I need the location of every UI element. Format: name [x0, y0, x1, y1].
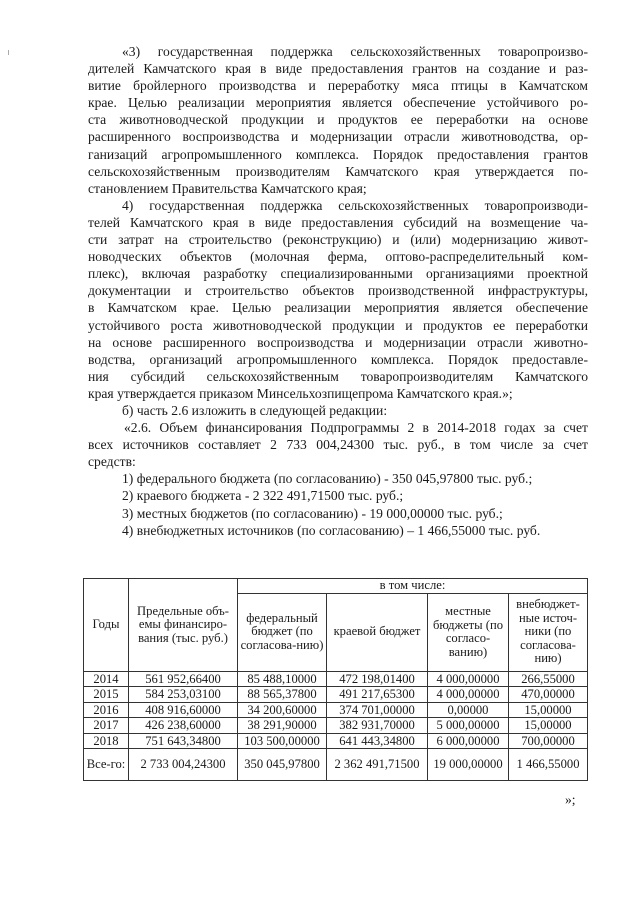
table-cell: 1 466,55000 [509, 749, 588, 781]
text-line: становлением Правительства Камчатского края; [88, 180, 367, 196]
text-line: дителей Камчатского края в виде предоставления грантов на создание и раз- [88, 61, 588, 77]
closing-quote: »; [565, 792, 576, 807]
text-line: расширенного воспроизводства и модернизации отрасли животноводства, ор- [88, 129, 588, 145]
body-text [88, 43, 588, 539]
text-line: 1) федерального бюджета (по согласованию) - 350 045,97800 тыс. руб.; [122, 471, 533, 487]
table-cell: 19 000,00000 [428, 749, 509, 781]
text-line: 2) краевого бюджета - 2 322 491,71500 тыс. руб.; [122, 488, 404, 504]
text-line: плекс), включая разработку специализированными организациями проектной [88, 266, 588, 282]
table-row [84, 702, 588, 718]
table-cell: 4 000,00000 [428, 671, 509, 687]
table-cell: 2014 [84, 671, 129, 687]
table-cell: 6 000,00000 [428, 733, 509, 749]
text-line: ния субсидий сельскохозяйственным товаропроизводителям Камчатского [88, 368, 588, 384]
text-line: сельскохозяйственным производителям Камчатского края утверждается по- [88, 163, 588, 179]
text-line: всех источников составляет 2 733 004,24300 тыс. руб., в том числе за счет [88, 437, 588, 453]
text-line: средств: [88, 454, 136, 470]
text-line: водства, организаций агропромышленного комплекса. Порядок предоставле- [88, 351, 588, 367]
header-extrabudget: внебюджет-ные источ-ники (по согласова-нию) [509, 593, 588, 671]
table-cell: 88 565,37800 [238, 687, 327, 703]
text-line: устойчивого роста животноводческой продукции и продуктов ее переработки [88, 317, 588, 333]
table-cell: 700,00000 [509, 733, 588, 749]
text-line: края утверждается приказом Минсельхозпищепрома Камчатского края.»; [88, 385, 513, 401]
table-row [84, 671, 588, 687]
table-cell: 382 931,70000 [327, 718, 428, 734]
table-cell: 0,00000 [428, 702, 509, 718]
table-cell: 561 952,66400 [129, 671, 238, 687]
table-cell: 426 238,60000 [129, 718, 238, 734]
header-total: Предельные объ-емы финансиро-вания (тыс. руб.) [129, 579, 238, 672]
table-cell: 751 643,34800 [129, 733, 238, 749]
header-federal: федеральный бюджет (по согласова-нию) [238, 593, 327, 671]
table-cell: 408 916,60000 [129, 702, 238, 718]
header-local: местные бюджеты (по согласо-ванию) [428, 593, 509, 671]
table-cell: 2 733 004,24300 [129, 749, 238, 781]
table-cell: 34 200,60000 [238, 702, 327, 718]
table-cell: 2 362 491,71500 [327, 749, 428, 781]
text-line: 4) внебюджетных источников (по согласованию) – 1 466,55000 тыс. руб. [122, 522, 541, 538]
table-cell: 2015 [84, 687, 129, 703]
table-cell: 38 291,90000 [238, 718, 327, 734]
scan-mark [8, 50, 9, 55]
table-cell: 470,00000 [509, 687, 588, 703]
text-line: б) часть 2.6 изложить в следующей редакции: [122, 402, 388, 418]
text-line: документации и строительство объектов производственной инфраструктуры, [88, 283, 588, 299]
table-cell: 350 045,97800 [238, 749, 327, 781]
table-cell: 85 488,10000 [238, 671, 327, 687]
table-cell: 2016 [84, 702, 129, 718]
text-line: 3) местных бюджетов (по согласованию) - 19 000,00000 тыс. руб.; [122, 505, 503, 521]
table-cell: 472 198,01400 [327, 671, 428, 687]
table-row [84, 749, 588, 781]
table-cell: 103 500,00000 [238, 733, 327, 749]
text-line: ганизаций агропромышленного комплекса. Порядок предоставления грантов [88, 146, 588, 162]
text-line: телей Камчатского края в виде предоставления субсидий на возмещение ча- [88, 214, 588, 230]
table-cell: 2018 [84, 733, 129, 749]
table-cell: 374 701,00000 [327, 702, 428, 718]
text-line: «2.6. Объем финансирования Подпрограммы 2 в 2014-2018 годах за счет [124, 420, 588, 436]
text-line: сти затрат на строительство (реконструкцию) и (или) модернизацию живот- [88, 232, 588, 248]
table-cell: 491 217,65300 [327, 687, 428, 703]
table-cell: 5 000,00000 [428, 718, 509, 734]
text-line: 4) государственная поддержка сельскохозяйственных товаропроизводи- [122, 197, 588, 213]
text-line: витие бройлерного производства и переработку мяса птицы в Камчатском [88, 78, 588, 94]
text-line: новодческих объектов (молочная ферма, оптово-распределительный ком- [88, 249, 588, 265]
table-cell: 15,00000 [509, 702, 588, 718]
table-cell: 584 253,03100 [129, 687, 238, 703]
table-cell: 15,00000 [509, 718, 588, 734]
text-line: «3) государственная поддержка сельскохозяйственных товаропроизво- [122, 44, 588, 59]
table-cell: 4 000,00000 [428, 687, 509, 703]
text-line: крае. Целью реализации мероприятия является обеспечение устойчивого ро- [88, 95, 588, 111]
table-row [84, 733, 588, 749]
text-line: в Камчатском крае. Целью реализации мероприятия является обеспечение [88, 300, 588, 316]
table-cell: 641 443,34800 [327, 733, 428, 749]
text-line: на основе расширенного воспроизводства и модернизации отрасли животно- [88, 334, 588, 350]
table-cell: 2017 [84, 718, 129, 734]
header-years: Годы [84, 579, 129, 672]
header-regional: краевой бюджет [327, 593, 428, 671]
text-line: ста животноводческой продукции и продуктов ее переработки на основе [88, 112, 588, 128]
table-row [84, 718, 588, 734]
table-cell: Все-го: [84, 749, 129, 781]
table-row [84, 687, 588, 703]
header-group: в том числе: [238, 579, 588, 594]
financing-table [83, 578, 588, 781]
table-cell: 266,55000 [509, 671, 588, 687]
